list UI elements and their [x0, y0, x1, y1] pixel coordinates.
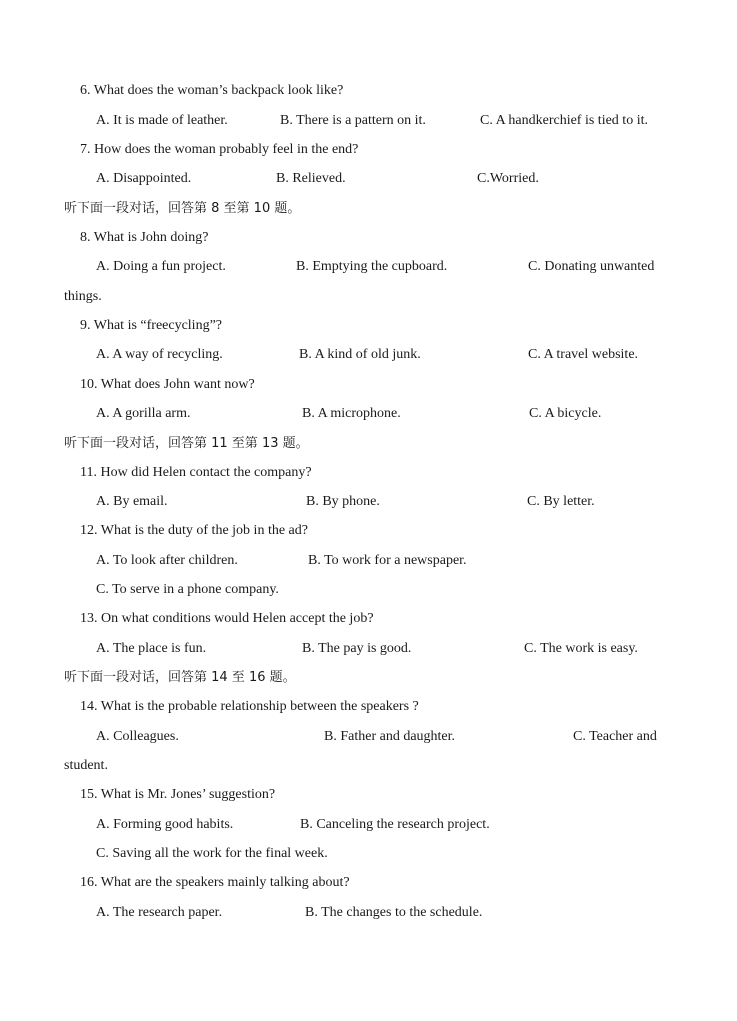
q10-option-b: B. A microphone.	[302, 406, 401, 421]
q6-option-c: C. A handkerchief is tied to it.	[480, 113, 648, 128]
q9-option-c: C. A travel website.	[528, 347, 639, 362]
q8-option-c-continued: things.	[64, 289, 102, 304]
section-heading-14-16: 听下面一段对话，回答第 14 至 16 题。	[64, 670, 296, 685]
q14-option-c: C. Teacher and	[573, 729, 657, 744]
q7-option-a: A. Disappointed.	[96, 171, 192, 186]
q10-option-a: A. A gorilla arm.	[96, 406, 191, 421]
q14-option-a: A. Colleagues.	[96, 729, 179, 744]
question-13: 13. On what conditions would Helen accept the job?	[80, 611, 374, 626]
q8-option-c: C. Donating unwanted	[528, 259, 655, 274]
q16-option-a: A. The research paper.	[96, 905, 223, 920]
q9-option-b: B. A kind of old junk.	[299, 347, 421, 362]
q11-option-c: C. By letter.	[527, 494, 595, 509]
q10-option-c: C. A bicycle.	[529, 406, 602, 421]
q11-option-a: A. By email.	[96, 494, 168, 509]
question-9: 9. What is “freecycling”?	[80, 318, 223, 333]
question-14: 14. What is the probable relationship between the speakers ?	[80, 699, 419, 714]
q11-option-b: B. By phone.	[306, 494, 380, 509]
q16-option-b: B. The changes to the schedule.	[305, 905, 483, 920]
question-12: 12. What is the duty of the job in the ad?	[80, 523, 308, 538]
question-15: 15. What is Mr. Jones’ suggestion?	[80, 787, 276, 802]
q8-option-b: B. Emptying the cupboard.	[296, 259, 448, 274]
q9-option-a: A. A way of recycling.	[96, 347, 223, 362]
question-7: 7. How does the woman probably feel in the end?	[80, 142, 359, 157]
q13-option-a: A. The place is fun.	[96, 641, 207, 656]
section-heading-11-13: 听下面一段对话，回答第 11 至第 13 题。	[64, 436, 309, 451]
q14-option-c-continued: student.	[64, 758, 108, 773]
q15-option-c: C. Saving all the work for the final week.	[96, 846, 328, 861]
q13-option-c: C. The work is easy.	[524, 641, 638, 656]
q7-option-b: B. Relieved.	[276, 171, 346, 186]
question-6: 6. What does the woman’s backpack look like?	[80, 83, 344, 98]
q15-option-a: A. Forming good habits.	[96, 817, 234, 832]
q15-option-b: B. Canceling the research project.	[300, 817, 490, 832]
q6-option-a: A. It is made of leather.	[96, 113, 228, 128]
q13-option-b: B. The pay is good.	[302, 641, 412, 656]
section-heading-8-10: 听下面一段对话，回答第 8 至第 10 题。	[64, 201, 301, 216]
question-16: 16. What are the speakers mainly talking about?	[80, 875, 350, 890]
q14-option-b: B. Father and daughter.	[324, 729, 456, 744]
q7-option-c: C.Worried.	[477, 171, 539, 186]
question-10: 10. What does John want now?	[80, 377, 255, 392]
q8-option-a: A. Doing a fun project.	[96, 259, 226, 274]
question-11: 11. How did Helen contact the company?	[80, 465, 312, 480]
q6-option-b: B. There is a pattern on it.	[280, 113, 426, 128]
q12-option-c: C. To serve in a phone company.	[96, 582, 279, 597]
q12-option-a: A. To look after children.	[96, 553, 238, 568]
q12-option-b: B. To work for a newspaper.	[308, 553, 467, 568]
question-8: 8. What is John doing?	[80, 230, 209, 245]
